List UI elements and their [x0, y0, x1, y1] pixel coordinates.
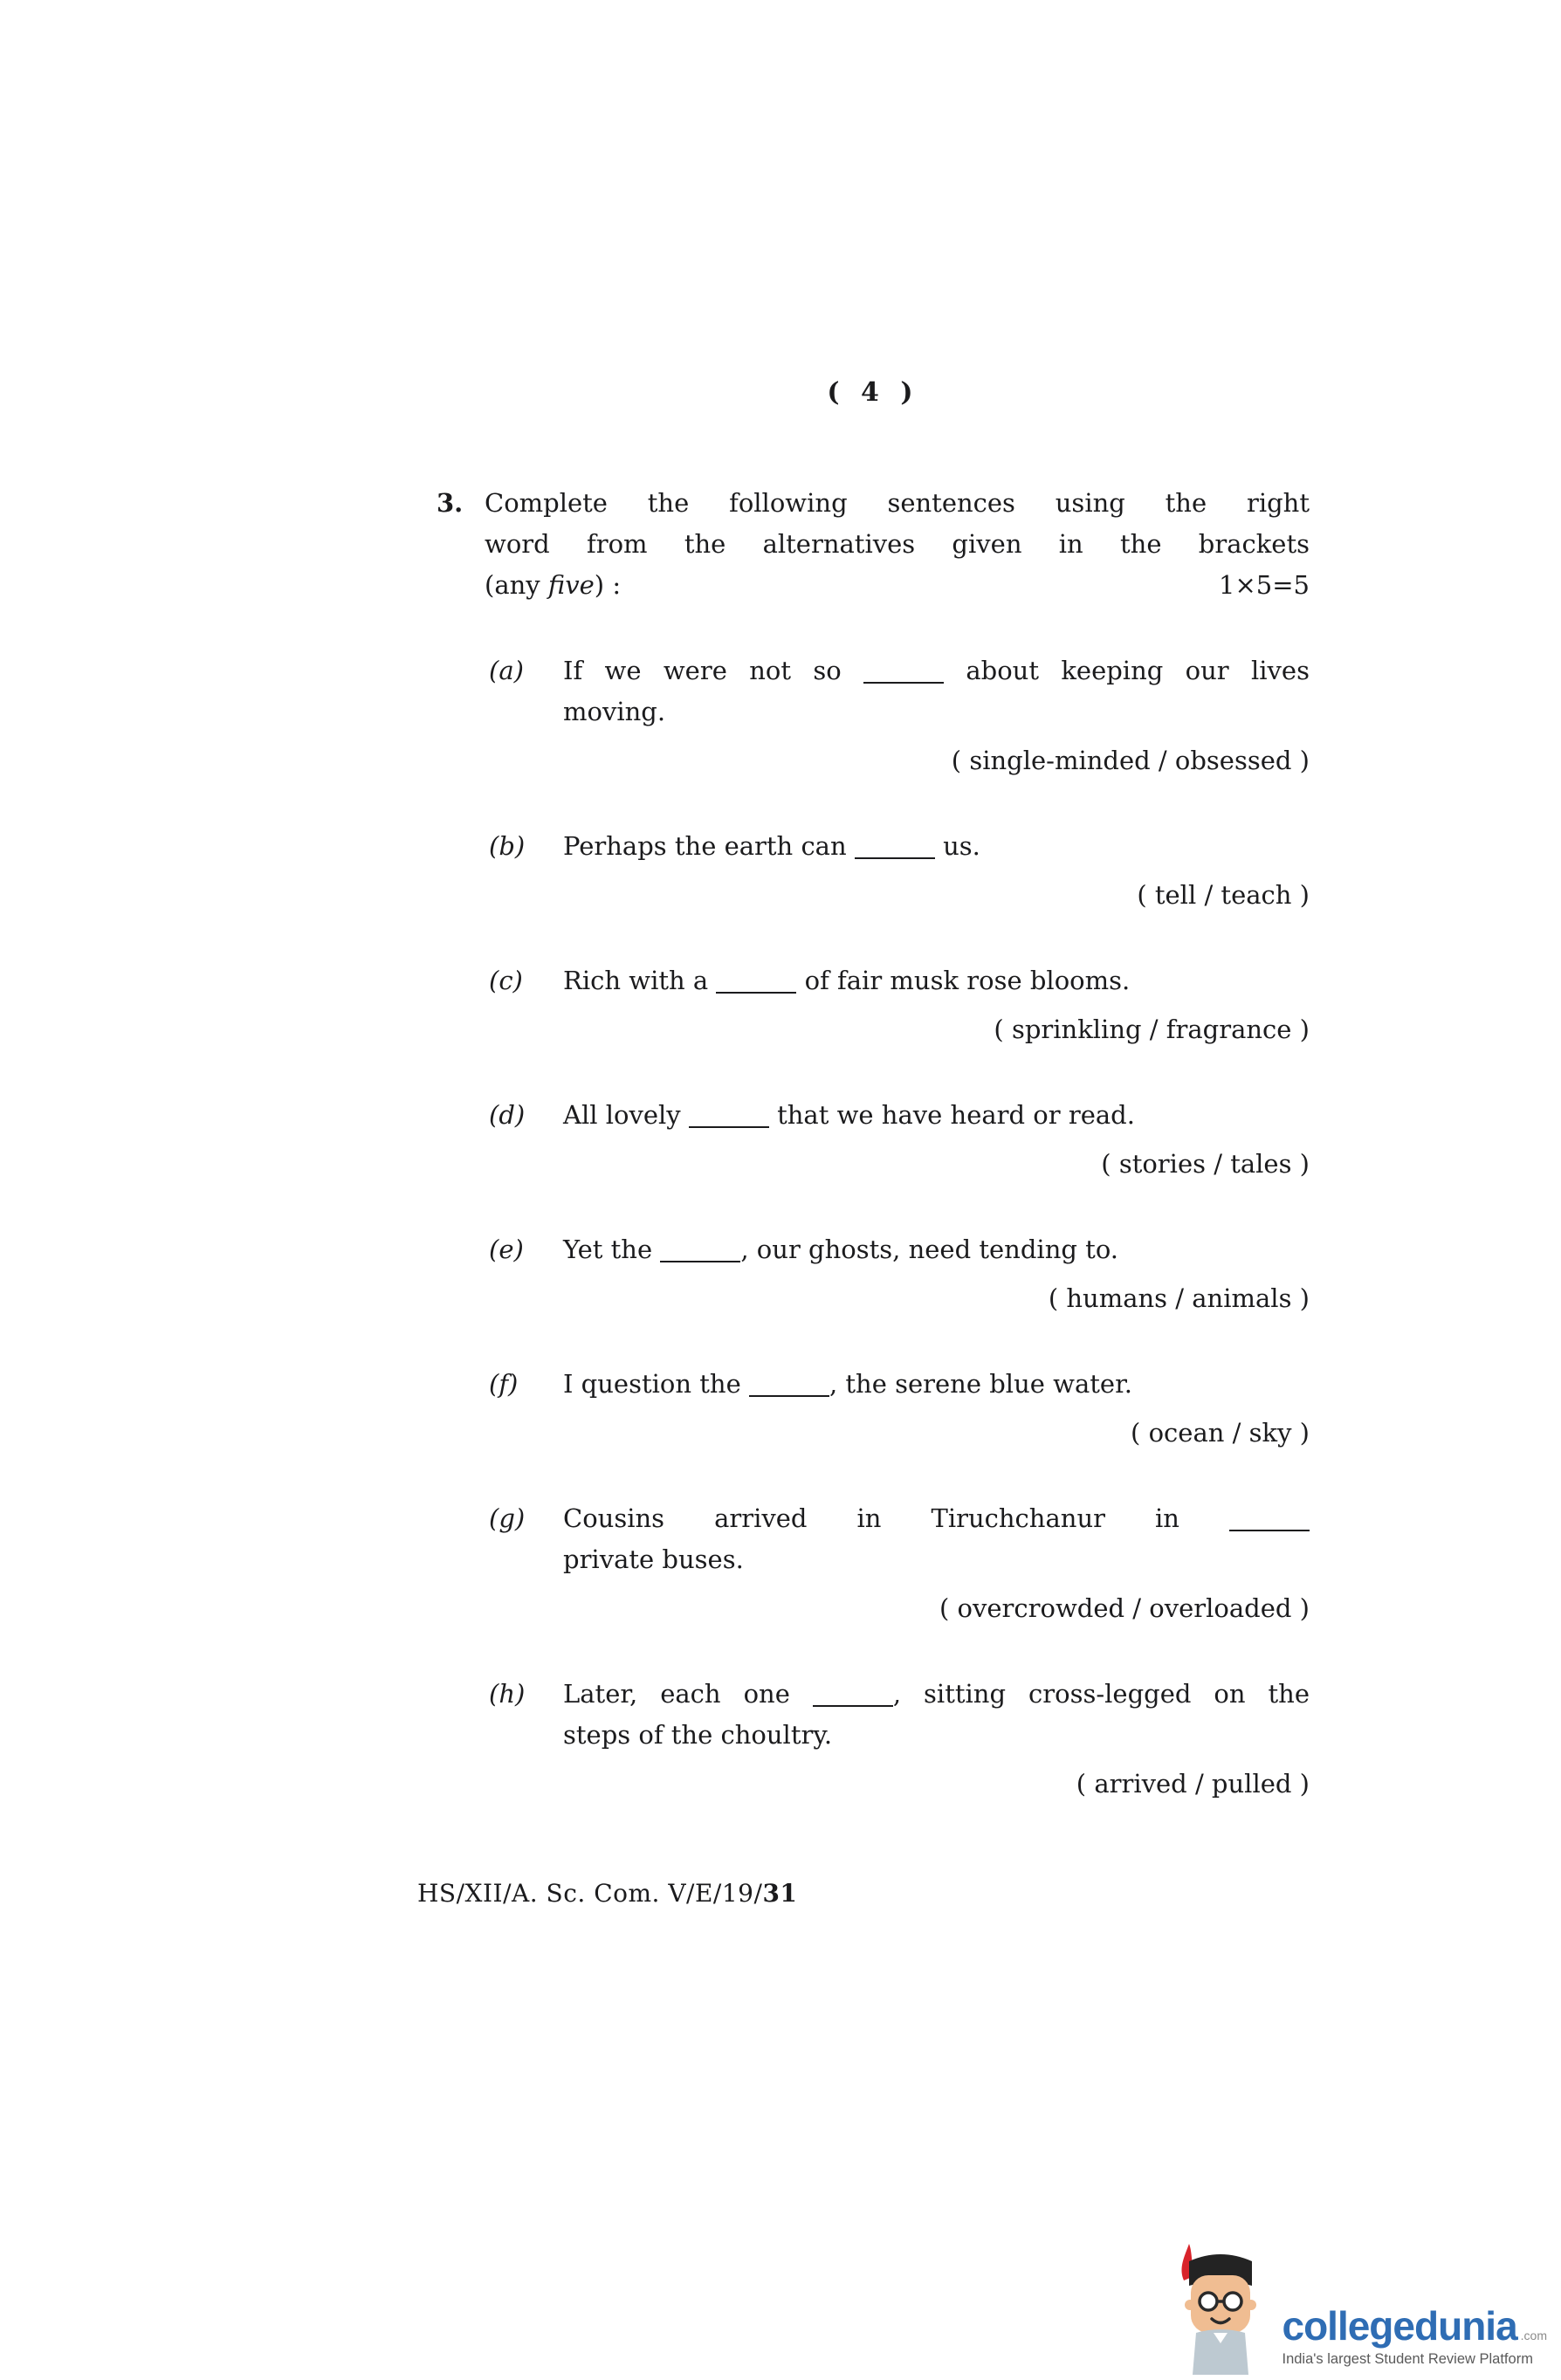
question-3 — [437, 483, 1310, 606]
item-options: ( stories / tales ) — [1101, 1149, 1310, 1179]
answer-blank — [1229, 1524, 1310, 1531]
sentence-before-blank: All lovely — [563, 1100, 689, 1130]
sentence-after-blank: about keeping our lives — [944, 656, 1310, 685]
answer-blank — [689, 1121, 769, 1128]
item-label: (a) — [489, 656, 524, 685]
item-sentence — [563, 1364, 1310, 1405]
sentence-after-blank: that we have heard or read. — [768, 1100, 1135, 1130]
sentence-after-blank: , our ghosts, need tending to. — [740, 1235, 1118, 1264]
sentence-before-blank: If we were not so — [563, 656, 864, 685]
item-body — [563, 1229, 1310, 1319]
question-item-f — [437, 1364, 1310, 1454]
answer-blank — [660, 1255, 740, 1262]
item-label: (b) — [489, 831, 526, 861]
item-options: ( sprinkling / fragrance ) — [994, 1015, 1310, 1044]
item-body — [563, 1674, 1310, 1805]
page-number: ( 4 ) — [827, 377, 919, 408]
brand-tagline: India's largest Student Review Platform — [1282, 2351, 1533, 2367]
question-text — [485, 483, 1310, 606]
answer-blank — [749, 1390, 829, 1397]
item-sentence — [563, 960, 1310, 1001]
sentence-before-blank: Rich with a — [563, 966, 717, 995]
any-suffix: ) : — [594, 570, 622, 600]
page-content — [437, 377, 1310, 1805]
item-sentence — [563, 650, 1310, 691]
item-sentence — [563, 826, 1310, 867]
question-item-c — [437, 960, 1310, 1050]
sentence-before-blank: Later, each one — [563, 1679, 813, 1709]
item-options: ( overcrowded / overloaded ) — [939, 1593, 1310, 1623]
sentence-after-blank: , the serene blue water. — [829, 1369, 1132, 1399]
collegedunia-logo — [1166, 2242, 1547, 2375]
item-options: ( arrived / pulled ) — [1076, 1769, 1310, 1799]
answer-blank — [855, 852, 935, 859]
item-body — [563, 1498, 1310, 1629]
paper-code: HS/XII/A. Sc. Com. V/E/19/ — [417, 1879, 763, 1908]
item-sentence — [563, 1674, 1310, 1715]
marks-scheme: 1×5=5 — [1219, 570, 1310, 600]
item-label: (c) — [489, 966, 523, 995]
question-item-b — [437, 826, 1310, 916]
item-options: ( single-minded / obsessed ) — [951, 746, 1310, 775]
question-item-e — [437, 1229, 1310, 1319]
question-item-g — [437, 1498, 1310, 1629]
item-label: (e) — [489, 1235, 524, 1264]
item-sentence-line-2: moving. — [563, 697, 666, 726]
sentence-before-blank: I question the — [563, 1369, 749, 1399]
item-sentence-line-2: steps of the choultry. — [563, 1720, 833, 1750]
sentence-before-blank: Perhaps the earth can — [563, 831, 855, 861]
question-item-d — [437, 1095, 1310, 1185]
item-sentence-line-2: private buses. — [563, 1544, 744, 1574]
answer-blank — [863, 677, 944, 684]
any-five-note — [485, 565, 621, 606]
item-body — [563, 826, 1310, 916]
paper-code-suffix: 31 — [762, 1879, 798, 1908]
answer-blank — [813, 1700, 893, 1707]
item-options: ( humans / animals ) — [1048, 1283, 1310, 1313]
sentence-after-blank: , sitting cross-legged on the — [892, 1679, 1310, 1709]
brand-tld: .com — [1520, 2328, 1547, 2342]
question-item-h — [437, 1674, 1310, 1805]
footer-paper-code — [417, 1879, 797, 1908]
item-body — [563, 650, 1310, 781]
question-item-a — [437, 650, 1310, 781]
question-text-line-2: word from the alternatives given in the brackets — [485, 529, 1310, 559]
item-body — [563, 1095, 1310, 1185]
sentence-before-blank: Cousins arrived in Tiruchchanur in — [563, 1503, 1229, 1533]
sentence-before-blank: Yet the — [563, 1235, 661, 1264]
item-sentence — [563, 1498, 1310, 1539]
item-body — [563, 960, 1310, 1050]
any-prefix: (any — [485, 570, 548, 600]
item-label: (f) — [489, 1369, 519, 1399]
sentence-after-blank: of fair musk rose blooms. — [796, 966, 1131, 995]
sentence-after-blank: us. — [934, 831, 980, 861]
brand-name: collegedunia — [1282, 2303, 1517, 2349]
item-body — [563, 1364, 1310, 1454]
any-word-italic: five — [547, 570, 595, 600]
item-label: (h) — [489, 1679, 526, 1709]
item-sentence — [563, 1229, 1310, 1270]
question-text-line-3 — [485, 565, 1310, 606]
question-text-line-1: Complete the following sentences using the right — [485, 488, 1310, 518]
collegedunia-mascot-icon — [1166, 2242, 1275, 2375]
item-label: (d) — [489, 1100, 526, 1130]
item-label: (g) — [489, 1503, 526, 1533]
question-number: 3. — [437, 488, 464, 518]
item-sentence — [563, 1095, 1310, 1136]
item-options: ( ocean / sky ) — [1131, 1418, 1310, 1448]
answer-blank — [716, 987, 796, 994]
brand-text — [1282, 2303, 1547, 2375]
item-options: ( tell / teach ) — [1137, 880, 1310, 910]
